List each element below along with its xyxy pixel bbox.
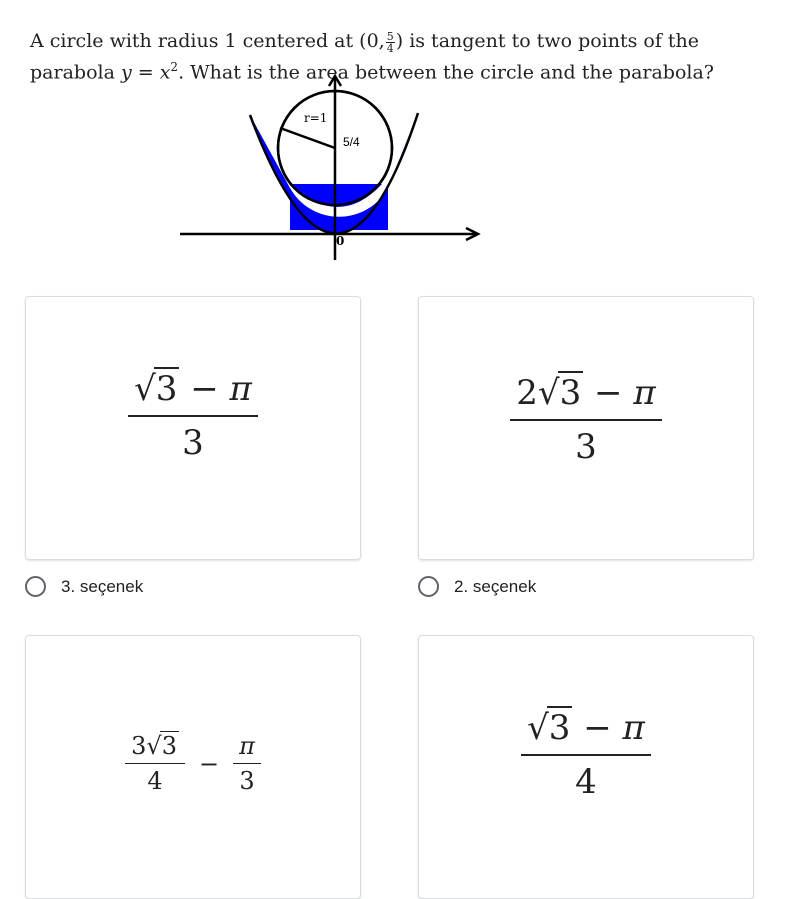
origin-label: 0 — [336, 234, 345, 248]
formula-4-minus: − — [583, 708, 612, 748]
option-card-4[interactable] — [418, 635, 754, 899]
option-1[interactable] — [25, 576, 143, 597]
radio-button-2[interactable] — [418, 576, 439, 597]
option-card-3[interactable] — [25, 635, 361, 899]
question-part1: A circle with radius 1 centered at — [30, 30, 354, 52]
center-numerator: 5 — [386, 29, 394, 43]
formula-3-denominator-2: 3 — [239, 767, 255, 795]
formula-1-pi: π — [229, 369, 252, 409]
question-part3: . What is the area between the circle and the parabola? — [178, 61, 714, 84]
formula-3-numerator-1 — [125, 732, 185, 764]
eq-sign: = — [137, 61, 154, 84]
center-close: ) — [395, 30, 404, 52]
eq-lhs: y — [120, 61, 132, 84]
option-card-1[interactable] — [25, 296, 361, 560]
formula-4-denominator: 4 — [575, 762, 597, 802]
formula-3-minus: − — [198, 749, 220, 778]
formula-1-radicand: 3 — [155, 369, 178, 409]
formula-2 — [419, 373, 753, 467]
formula-2-numerator — [510, 373, 661, 421]
formula-1-fraction — [128, 369, 258, 463]
formula-1-numerator — [128, 369, 258, 417]
formula-4-numerator — [521, 708, 651, 756]
question-part2: is tangent to two points of the parabola — [30, 30, 700, 84]
formula-3-sqrt: √3 — [146, 732, 177, 760]
formula-4-fraction — [521, 708, 651, 802]
option-1-label: 3. seçenek — [61, 576, 144, 596]
eq-exponent: 2 — [170, 60, 179, 74]
formula-2-sqrt: √3 — [537, 373, 582, 413]
formula-2-fraction — [510, 373, 661, 467]
option-card-2[interactable] — [418, 296, 754, 560]
formula-4 — [419, 708, 753, 802]
formula-4-pi: π — [622, 708, 645, 748]
formula-3-denominator-1: 4 — [147, 767, 163, 795]
formula-4-radicand: 3 — [548, 708, 571, 748]
formula-2-minus: − — [594, 373, 623, 413]
formula-2-radicand: 3 — [559, 373, 582, 413]
formula-1-sqrt: √3 — [134, 369, 178, 409]
formula-3 — [26, 732, 360, 795]
formula-3-coef: 3 — [131, 732, 147, 760]
formula-3-pi — [233, 732, 261, 764]
formula-2-coef: 2 — [516, 373, 538, 413]
formula-3-radicand: 3 — [161, 732, 177, 760]
option-2-label: 2. seçenek — [454, 576, 537, 596]
formula-3-fraction-1 — [125, 732, 185, 795]
formula-2-denominator: 3 — [575, 427, 597, 467]
eq-rhs: x — [159, 61, 171, 84]
formula-3-fraction-2 — [233, 732, 261, 795]
height-label: 5/4 — [343, 135, 360, 149]
option-2[interactable] — [418, 576, 536, 597]
parabola-circle-diagram — [170, 70, 490, 270]
radio-button-1[interactable] — [25, 576, 46, 597]
center-open: (0, — [359, 30, 385, 52]
radius-label: r=1 — [304, 111, 328, 125]
center-fraction — [386, 31, 395, 54]
center-denominator: 4 — [386, 41, 394, 55]
formula-1-minus: − — [190, 369, 219, 409]
formula-1 — [26, 369, 360, 463]
formula-4-sqrt: √3 — [527, 708, 571, 748]
formula-1-denominator: 3 — [182, 423, 204, 463]
formula-2-pi: π — [633, 373, 656, 413]
formula-3-pi-symbol: π — [239, 732, 255, 760]
